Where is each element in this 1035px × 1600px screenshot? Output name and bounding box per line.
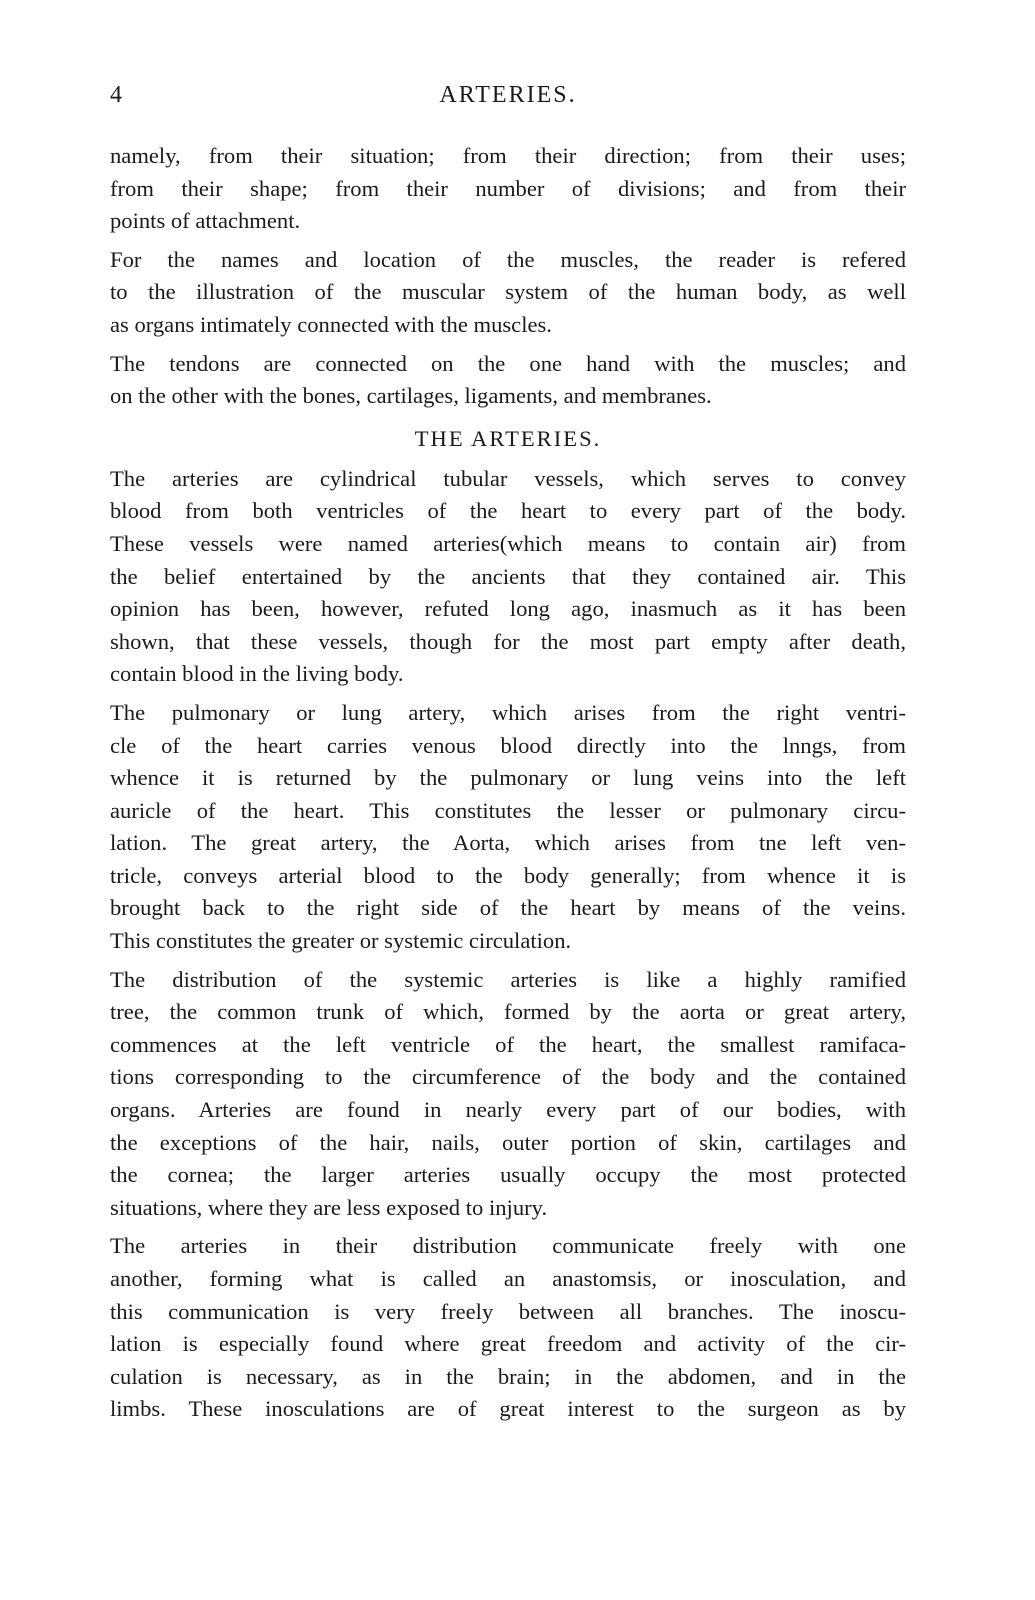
paragraph bbox=[110, 697, 906, 958]
text-line: culation is necessary, as in the brain; in the abdomen, and in the bbox=[110, 1363, 906, 1389]
text-line: tions corresponding to the circumference of the body and the contained bbox=[110, 1064, 906, 1090]
text-line: the exceptions of the hair, nails, outer portion of skin, cartilages and bbox=[110, 1129, 906, 1155]
text-line: on the other with the bones, cartilages, ligaments, and membranes. bbox=[110, 383, 712, 409]
text-line: situations, where they are less exposed to injury. bbox=[110, 1194, 548, 1220]
paragraphs-before-heading bbox=[110, 140, 906, 413]
text-line: the cornea; the larger arteries usually occupy the most protected bbox=[110, 1162, 906, 1188]
text-line: whence it is returned by the pulmonary or lung veins into the left bbox=[110, 765, 906, 791]
text-line: These vessels were named arteries(which means to contain air) from bbox=[110, 530, 906, 556]
text-line: as organs intimately connected with the muscles. bbox=[110, 311, 552, 337]
text-line: This constitutes the greater or systemic circulation. bbox=[110, 928, 572, 954]
paragraph bbox=[110, 463, 906, 691]
text-line: lation is especially found where great freedom and activity of the cir- bbox=[110, 1331, 906, 1357]
text-line: shown, that these vessels, though for the most part empty after death, bbox=[110, 628, 906, 654]
text-line: The distribution of the systemic arteries is like a highly ramified bbox=[110, 966, 906, 992]
text-line: blood from both ventricles of the heart to every part of the body. bbox=[110, 498, 906, 524]
paragraphs-after-heading bbox=[110, 463, 906, 1426]
text-line: limbs. These inosculations are of great interest to the surgeon as by bbox=[110, 1396, 906, 1422]
page-number: 4 bbox=[110, 82, 123, 108]
text-line: commences at the left ventricle of the heart, the smallest ramifaca- bbox=[110, 1031, 906, 1057]
text-line: from their shape; from their number of divisions; and from their bbox=[110, 175, 906, 201]
text-line: this communication is very freely between all branches. The inoscu- bbox=[110, 1298, 906, 1324]
text-line: namely, from their situation; from their direction; from their uses; bbox=[110, 143, 906, 168]
text-line: contain blood in the living body. bbox=[110, 661, 404, 687]
text-line: The arteries in their distribution communicate freely with one bbox=[110, 1233, 906, 1259]
text-line: opinion has been, however, refuted long ago, inasmuch as it has been bbox=[110, 596, 906, 622]
text-line: brought back to the right side of the heart by means of the veins. bbox=[110, 895, 906, 921]
paragraph bbox=[110, 140, 906, 238]
text-line: points of attachment. bbox=[110, 208, 301, 234]
book-page bbox=[110, 82, 906, 1426]
text-line: the belief entertained by the ancients that they contained air. This bbox=[110, 563, 906, 589]
text-line: The pulmonary or lung artery, which arises from the right ventri- bbox=[110, 699, 906, 725]
paragraph bbox=[110, 244, 906, 342]
running-title: ARTERIES. bbox=[439, 82, 577, 108]
text-line: lation. The great artery, the Aorta, which arises from tne left ven- bbox=[110, 830, 906, 856]
text-line: For the names and location of the muscles, the reader is refered bbox=[110, 246, 906, 272]
text-line: to the illustration of the muscular system of the human body, as well bbox=[110, 279, 906, 305]
section-heading: THE ARTERIES. bbox=[414, 425, 602, 451]
paragraph bbox=[110, 964, 906, 1225]
text-line: tricle, conveys arterial blood to the body generally; from whence it is bbox=[110, 862, 906, 888]
paragraph bbox=[110, 348, 906, 413]
text-line: cle of the heart carries venous blood directly into the lnngs, from bbox=[110, 732, 906, 758]
text-line: organs. Arteries are found in nearly every part of our bodies, with bbox=[110, 1097, 906, 1123]
text-line: tree, the common trunk of which, formed by the aorta or great artery, bbox=[110, 999, 906, 1025]
text-line: another, forming what is called an anastomsis, or inosculation, and bbox=[110, 1266, 906, 1291]
body-text bbox=[110, 140, 906, 1426]
text-line: auricle of the heart. This constitutes the lesser or pulmonary circu- bbox=[110, 797, 906, 823]
text-line: The tendons are connected on the one hand with the muscles; and bbox=[110, 350, 906, 376]
text-line: The arteries are cylindrical tubular vessels, which serves to convey bbox=[110, 465, 906, 491]
running-head bbox=[110, 82, 906, 118]
paragraph bbox=[110, 1230, 906, 1426]
